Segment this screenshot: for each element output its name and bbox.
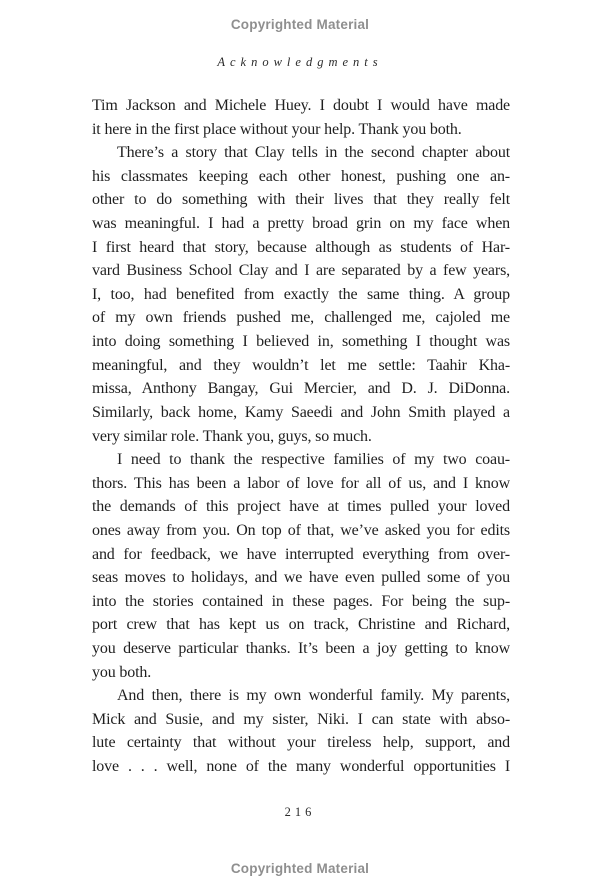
body-text-line: And then, there is my own wonderful family. My parents,: [117, 687, 510, 705]
body-text-line: very similar role. Thank you, guys, so much.: [92, 427, 372, 445]
body-text-line: There’s a story that Clay tells in the second chapter about: [117, 144, 510, 162]
body-text-line: into the stories contained in these pages. For being the sup-: [92, 592, 510, 610]
body-text-line: ones away from you. On top of that, we’ve asked you for edits: [92, 521, 510, 539]
body-text-line: his classmates keeping each other honest, pushing one an-: [92, 167, 510, 185]
body-text-line: vard Business School Clay and I are separated by a few years,: [92, 262, 510, 280]
copyright-notice-top: Copyrighted Material: [230, 17, 370, 32]
body-text-line: missa, Anthony Bangay, Gui Mercier, and D. J. DiDonna.: [92, 380, 510, 398]
body-text-line: was meaningful. I had a pretty broad grin on my face when: [92, 215, 510, 233]
body-text-line: and for feedback, we have interrupted everything from over-: [92, 545, 510, 563]
body-text-line: lute certainty that without your tireless help, support, and: [92, 734, 510, 752]
body-text-line: of my own friends pushed me, challenged me, cajoled me: [92, 309, 510, 327]
body-text: [92, 94, 510, 779]
body-text-line: Similarly, back home, Kamy Saeedi and John Smith played a: [92, 403, 510, 421]
body-text-line: into doing something I believed in, something I thought was: [92, 333, 510, 351]
body-text-line: I, too, had benefited from exactly the same thing. A group: [92, 285, 510, 303]
body-text-line: I first heard that story, because although as students of Har-: [92, 238, 510, 256]
body-text-line: port crew that has kept us on track, Christine and Richard,: [92, 616, 510, 634]
copyright-notice-bottom: Copyrighted Material: [230, 861, 370, 876]
body-text-line: other to do something with their lives that they really felt: [92, 191, 510, 209]
body-text-line: Tim Jackson and Michele Huey. I doubt I would have made: [92, 97, 510, 114]
body-text-line: love . . . well, none of the many wonderful opportunities I: [92, 758, 510, 776]
body-text-line: it here in the first place without your help. Thank you both.: [92, 120, 462, 138]
body-text-line: I need to thank the respective families of my two coau-: [117, 451, 510, 469]
body-text-line: the demands of this project have at times pulled your loved: [92, 498, 510, 516]
body-text-line: you both.: [92, 663, 152, 681]
body-text-line: seas moves to holidays, and we have even pulled some of you: [92, 569, 510, 587]
body-text-line: meaningful, and they wouldn’t let me settle: Taahir Kha-: [92, 356, 510, 374]
body-text-line: thors. This has been a labor of love for all of us, and I know: [92, 474, 510, 492]
body-text-line: you deserve particular thanks. It’s been a joy getting to know: [92, 640, 510, 658]
chapter-header: Acknowledgments: [217, 55, 383, 69]
body-text-line: Mick and Susie, and my sister, Niki. I can state with abso-: [92, 710, 510, 728]
page-number: 216: [284, 805, 316, 819]
